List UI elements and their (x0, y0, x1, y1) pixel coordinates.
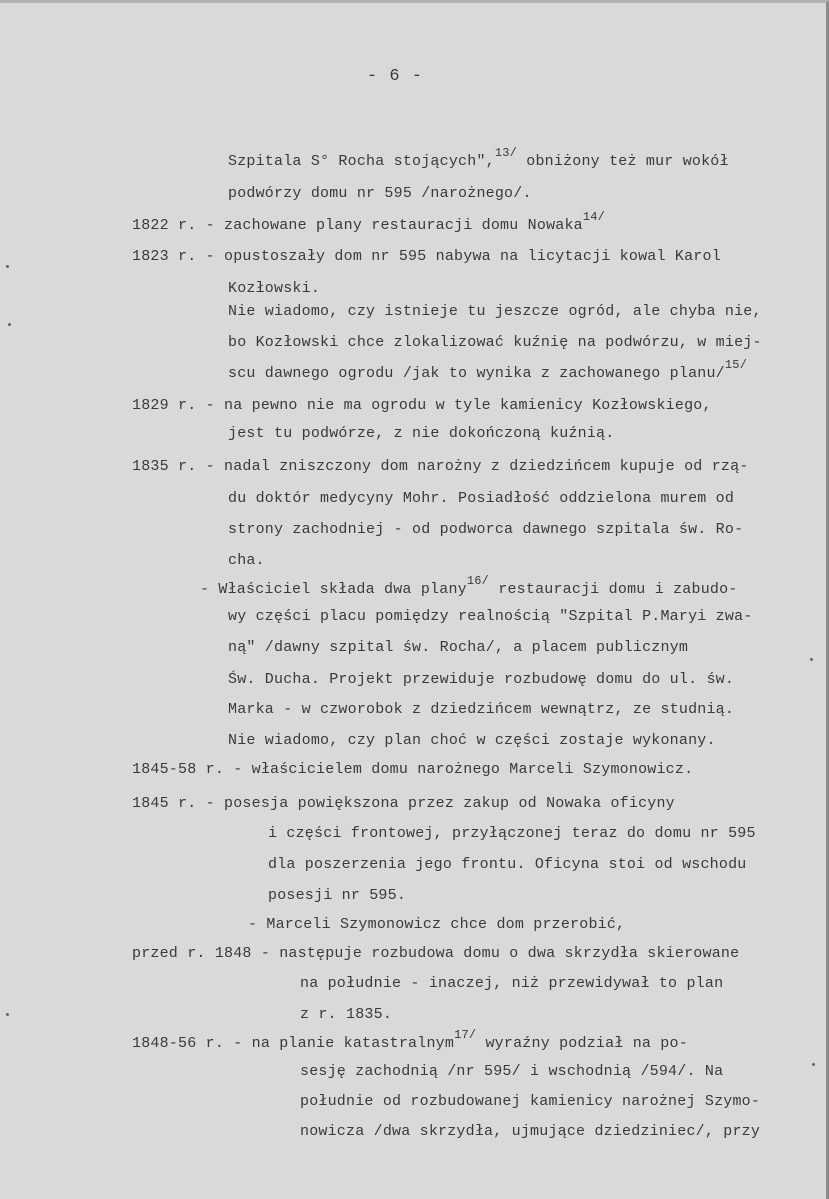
line-text: 1823 r. - opustoszały dom nr 595 nabywa na licytacji kowal Karol (132, 248, 721, 265)
line-text: jest tu podwórze, z nie dokończoną kuźnią. (228, 425, 615, 442)
line-text: południe od rozbudowanej kamienicy narożnej Szymo- (300, 1093, 761, 1110)
line-text: 1835 r. - nadal zniszczony dom narożny z dziedzińcem kupuje od rzą- (132, 458, 749, 475)
margin-mark (810, 658, 813, 661)
line-text: 1829 r. - na pewno nie ma ogrodu w tyle kamienicy Kozłowskiego, (132, 397, 712, 414)
line-text: sesję zachodnią /nr 595/ i wschodnią /594/. Na (300, 1063, 724, 1080)
text-line (228, 185, 532, 202)
line-text: i części frontowej, przyłączonej teraz do domu nr 595 (268, 825, 756, 842)
text-line (132, 1028, 688, 1052)
footnote-ref: 17/ (454, 1028, 477, 1042)
text-line (132, 795, 675, 812)
text-line (268, 887, 406, 904)
text-line (228, 358, 748, 382)
line-text: 1848-56 r. - na planie katastralnym (132, 1035, 455, 1052)
line-text: na południe - inaczej, niż przewidywał to plan (300, 975, 724, 992)
text-line (228, 671, 734, 688)
line-text: przed r. 1848 - następuje rozbudowa domu o dwa skrzydła skierowane (132, 945, 740, 962)
line-text: cha. (228, 552, 265, 569)
text-line (228, 639, 688, 656)
line-text: posesji nr 595. (268, 887, 407, 904)
line-text: 1845-58 r. - właścicielem domu narożnego Marceli Szymonowicz. (132, 761, 694, 778)
text-line (200, 574, 738, 598)
margin-mark (6, 1013, 9, 1016)
text-line (228, 552, 265, 569)
text-line (268, 856, 746, 873)
text-line (228, 732, 716, 749)
text-line (132, 458, 749, 475)
text-line (268, 825, 756, 842)
text-line (228, 490, 734, 507)
margin-mark (8, 323, 11, 326)
footnote-ref: 15/ (724, 358, 748, 372)
line-text: Nie wiadomo, czy plan choć w części zostaje wykonany. (228, 732, 716, 749)
text-line (132, 945, 739, 962)
line-text: 1822 r. - zachowane plany restauracji domu Nowaka (132, 217, 583, 234)
line-text: ną" /dawny szpital św. Rocha/, a placem publicznym (228, 639, 689, 656)
text-line (228, 334, 762, 351)
line-text: wy części placu pomiędzy realnością "Szpital P.Maryi zwa- (228, 608, 753, 625)
line-text: Św. Ducha. Projekt przewiduje rozbudowę domu do ul. św. (228, 671, 735, 688)
line-text: dla poszerzenia jego frontu. Oficyna stoi od wschodu (268, 856, 747, 873)
text-line (228, 146, 729, 170)
text-line (132, 248, 721, 265)
line-text: - Marceli Szymonowicz chce dom przerobić, (248, 916, 626, 933)
line-text-continuation: restauracji domu i zabudo- (489, 581, 738, 598)
text-line (300, 1123, 760, 1140)
text-line (248, 916, 625, 933)
text-line (300, 975, 723, 992)
text-line (300, 1006, 392, 1023)
footnote-ref: 16/ (466, 574, 490, 588)
line-text: strony zachodniej - od podworca dawnego szpitala św. Ro- (228, 521, 744, 538)
line-text-continuation: obniżony też mur wokół (517, 153, 729, 170)
line-text: 1845 r. - posesja powiększona przez zakup od Nowaka oficyny (132, 795, 675, 812)
line-text-continuation: wyraźny podział na po- (476, 1035, 688, 1052)
text-line (132, 761, 693, 778)
line-text: podwórzy domu nr 595 /narożnego/. (228, 185, 532, 202)
page-number: - 6 - (366, 67, 423, 86)
footnote-ref: 13/ (494, 146, 518, 160)
footnote-ref: 14/ (582, 210, 606, 224)
line-text: bo Kozłowski chce zlokalizować kuźnię na podwórzu, w miej- (228, 334, 762, 351)
margin-mark (6, 265, 9, 268)
text-line (132, 397, 712, 414)
text-line (228, 303, 762, 320)
text-line (228, 701, 734, 718)
line-text: scu dawnego ogrodu /jak to wynika z zachowanego planu/ (228, 365, 725, 382)
text-line (300, 1093, 760, 1110)
line-text: z r. 1835. (300, 1006, 393, 1023)
line-text: Kozłowski. (228, 280, 321, 297)
line-text: du doktór medycyny Mohr. Posiadłość oddzielona murem od (228, 490, 735, 507)
text-line (132, 210, 606, 234)
text-line (228, 280, 320, 297)
line-text: Nie wiadomo, czy istnieje tu jeszcze ogród, ale chyba nie, (228, 303, 762, 320)
line-text: nowicza /dwa skrzydła, ujmujące dziedziniec/, przy (300, 1123, 761, 1140)
text-line (228, 425, 614, 442)
text-line (228, 521, 743, 538)
line-text: Marka - w czworobok z dziedzińcem wewnątrz, ze studnią. (228, 701, 735, 718)
line-text: - Właściciel składa dwa plany (200, 581, 467, 598)
text-line (300, 1063, 723, 1080)
line-text: Szpitala S° Rocha stojących", (228, 153, 495, 170)
text-line (228, 608, 752, 625)
margin-mark (812, 1063, 815, 1066)
